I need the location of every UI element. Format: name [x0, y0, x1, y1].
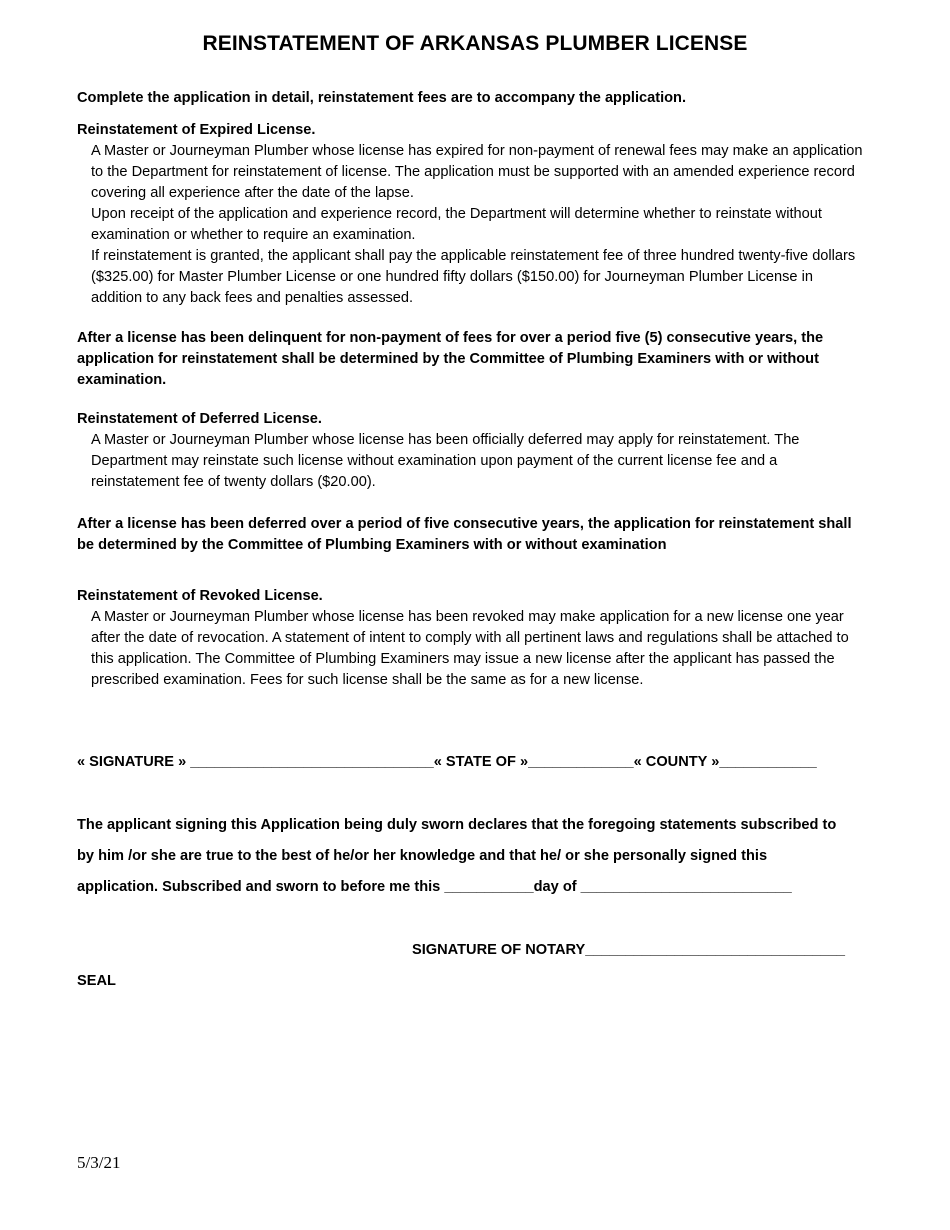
deferred-paragraph-1: A Master or Journeyman Plumber whose license has been officially deferred may apply for reinstatement. The Department may reinstate such license without examination upon payment of the current license fee and a reinstatement fee of twenty dollars ($20.00). — [91, 432, 800, 490]
intro-text: Complete the application in detail, reinstatement fees are to accompany the application. — [77, 90, 687, 106]
signature-row — [77, 752, 877, 773]
seal-label: SEAL — [77, 973, 116, 989]
oath-line-1: The applicant signing this Application being duly sworn declares that the foregoing statements subscribed to — [77, 817, 837, 833]
signature-label: « SIGNATURE » — [77, 754, 191, 770]
revoked-paragraph-1: A Master or Journeyman Plumber whose license has been revoked may make application for a new license one year after the date of revocation. A statement of intent to comply with all pertinent laws and regulations shall be attached to this application. The Committee of Plumbing Examiners may issue a new license after the applicant has passed the prescribed examination. Fees for such license shall be the same as for a new license. — [91, 609, 849, 688]
expired-paragraph-2: Upon receipt of the application and experience record, the Department will determine whether to reinstate without examination or whether to require an examination. — [91, 206, 822, 243]
oath-statement — [77, 810, 877, 903]
expired-section — [77, 120, 867, 309]
oath-line-3-text: application. Subscribed and sworn to before me this — [77, 879, 445, 895]
deferred-heading: Reinstatement of Deferred License. — [77, 411, 322, 427]
state-label: « STATE OF » — [433, 754, 529, 770]
notary-signature-field[interactable]: ________________________________ — [585, 942, 845, 958]
day-of-label: day of — [533, 879, 581, 895]
delinquent-note: After a license has been delinquent for non-payment of fees for over a period five (5) consecutive years, the application for reinstatement shall be determined by the Committee of Plumbing Examiners with or without examination. — [77, 330, 824, 388]
revoked-section — [77, 586, 867, 691]
expired-heading: Reinstatement of Expired License. — [77, 122, 316, 138]
state-field[interactable]: _____________ — [528, 754, 634, 770]
deferred-note: After a license has been deferred over a period of five consecutive years, the application for reinstatement shall be determined by the Committee of Plumbing Examiners with or without examination — [77, 516, 852, 553]
expired-paragraph-1: A Master or Journeyman Plumber whose license has expired for non-payment of renewal fees may make an application to the Department for reinstatement of license. The application must be supported with an amended experience record covering all experience after the date of the lapse. — [91, 143, 863, 201]
revoked-heading: Reinstatement of Revoked License. — [77, 588, 323, 604]
county-field[interactable]: ____________ — [719, 754, 817, 770]
document-title: REINSTATEMENT OF ARKANSAS PLUMBER LICENSE — [202, 32, 748, 55]
deferred-section — [77, 409, 867, 493]
notary-signature-row — [412, 940, 845, 961]
county-label: « COUNTY » — [633, 754, 720, 770]
month-field[interactable]: __________________________ — [580, 879, 792, 895]
oath-line-3 — [77, 872, 877, 903]
notary-label: SIGNATURE OF NOTARY — [412, 942, 586, 958]
expired-paragraph-3: If reinstatement is granted, the applicant shall pay the applicable reinstatement fee of three hundred twenty-five dollars ($325.00) for Master Plumber License or one hundred fifty dollars ($150.00) for Journeyman Plumber License in addition to any back fees and penalties assessed. — [91, 248, 856, 306]
signature-field[interactable]: ______________________________ — [190, 754, 434, 770]
footer-date: 5/3/21 — [77, 1153, 121, 1172]
day-field[interactable]: ___________ — [444, 879, 534, 895]
oath-line-2: by him /or she are true to the best of he/or her knowledge and that he/ or she personally signed this — [77, 848, 768, 864]
